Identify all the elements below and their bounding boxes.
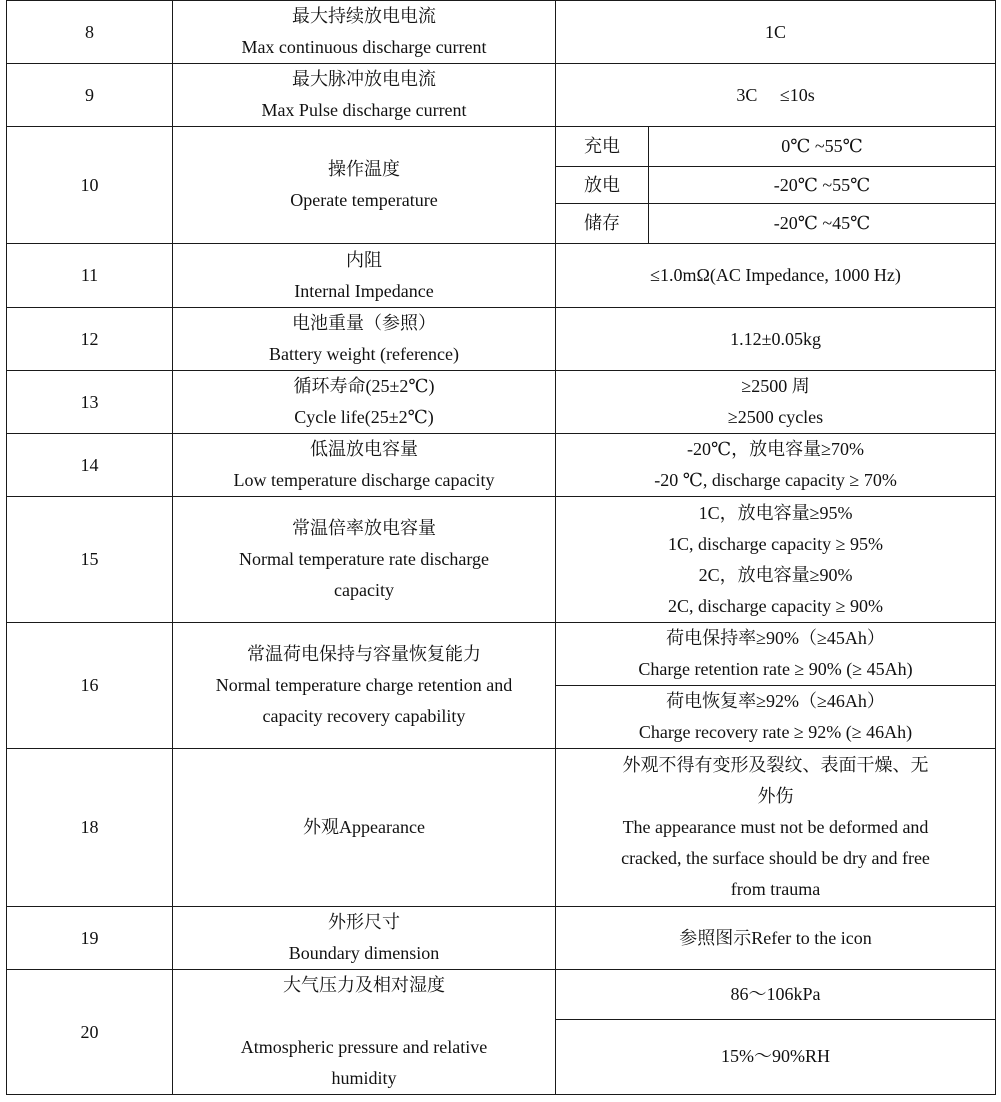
- row-number: 11: [7, 244, 173, 308]
- table-row: [7, 907, 996, 970]
- table-row: [7, 434, 996, 497]
- item-name: [173, 623, 556, 749]
- row-number: 18: [7, 749, 173, 907]
- item-value-zh: ≥2500 周: [741, 376, 810, 396]
- item-name-en: Normal temperature charge retention and: [215, 675, 513, 695]
- item-name-zh: 最大脉冲放电电流: [292, 69, 436, 89]
- table-row: [7, 127, 996, 167]
- item-value-line: 2C, discharge capacity ≥ 90%: [668, 595, 883, 616]
- discharge-label: 放电: [556, 167, 649, 204]
- item-name-en: capacity: [334, 580, 394, 600]
- item-name-en: Cycle life(25±2℃): [294, 407, 434, 427]
- item-name-zh: 外形尺寸: [328, 912, 400, 932]
- item-name-en: Normal temperature rate discharge: [238, 549, 490, 569]
- item-value-line: cracked, the surface should be dry and free: [621, 848, 930, 868]
- item-value: [556, 749, 996, 907]
- row-number: 19: [7, 907, 173, 970]
- item-value-line: from trauma: [730, 879, 821, 899]
- item-name-zh: 循环寿命(25±2℃): [293, 376, 435, 396]
- table-row: [7, 623, 996, 686]
- item-value: [556, 371, 996, 434]
- item-name-en: Atmospheric pressure and relative: [240, 1037, 488, 1057]
- table-row: [7, 244, 996, 308]
- item-value-line: 1C，放电容量≥95%: [698, 502, 853, 523]
- relative-humidity-value: 15%～90%RH: [556, 1019, 996, 1094]
- charge-temperature: 0℃ ~55℃: [649, 127, 996, 167]
- item-name: [173, 497, 556, 623]
- item-name-en: Low temperature discharge capacity: [233, 470, 495, 490]
- storage-label: 储存: [556, 204, 649, 244]
- item-name: [173, 371, 556, 434]
- row-number: 9: [7, 64, 173, 127]
- item-value: [556, 497, 996, 623]
- item-name: [173, 970, 556, 1095]
- item-value: 参照图示Refer to the icon: [556, 907, 996, 970]
- row-number: 15: [7, 497, 173, 623]
- item-name-zh: 内阻: [346, 249, 382, 270]
- item-value-line: 1C, discharge capacity ≥ 95%: [668, 533, 883, 554]
- item-name-zh: 最大持续放电电流: [292, 6, 436, 26]
- item-name-zh: 大气压力及相对湿度: [283, 975, 445, 995]
- item-name: [173, 244, 556, 308]
- item-name-en: humidity: [331, 1068, 397, 1088]
- row-number: 10: [7, 127, 173, 244]
- item-value-line: 2C，放电容量≥90%: [698, 564, 853, 585]
- item-name-zh: 电池重量（参照）: [292, 313, 436, 333]
- row-number: 16: [7, 623, 173, 749]
- row-number: 13: [7, 371, 173, 434]
- item-value-en: ≥2500 cycles: [727, 407, 824, 427]
- item-value-en: Charge retention rate ≥ 90% (≥ 45Ah): [638, 659, 913, 679]
- specification-table: [6, 0, 996, 1095]
- item-value-zh: 荷电保持率≥90%（≥45Ah）: [666, 628, 885, 648]
- storage-temperature: -20℃ ~45℃: [649, 204, 996, 244]
- spacer: [179, 1001, 549, 1032]
- charge-recovery-value: [556, 686, 996, 749]
- item-name: [173, 907, 556, 970]
- item-name: 外观Appearance: [173, 749, 556, 907]
- table-row: [7, 497, 996, 623]
- table-row: [7, 64, 996, 127]
- item-name: [173, 1, 556, 64]
- item-name-en: Battery weight (reference): [269, 344, 459, 364]
- item-value: 1C: [556, 1, 996, 64]
- item-name-zh: 常温荷电保持与容量恢复能力: [247, 644, 481, 664]
- item-name: [173, 308, 556, 371]
- item-name: [173, 64, 556, 127]
- item-name-zh: 低温放电容量: [310, 439, 418, 459]
- item-name-en: capacity recovery capability: [262, 706, 466, 726]
- item-name: [173, 434, 556, 497]
- item-value-line: 外观不得有变形及裂纹、表面干燥、无: [622, 755, 929, 775]
- item-value: 3C ≤10s: [556, 64, 996, 127]
- table-row: [7, 308, 996, 371]
- item-name: [173, 127, 556, 244]
- item-name-en: Internal Impedance: [294, 280, 434, 301]
- table-row: [7, 970, 996, 1020]
- item-value-zh: 荷电恢复率≥92%（≥46Ah）: [666, 691, 885, 711]
- item-value-zh: -20℃，放电容量≥70%: [687, 439, 865, 459]
- item-value: ≤1.0mΩ(AC Impedance, 1000 Hz): [556, 244, 996, 308]
- item-value-line: 外伤: [757, 786, 794, 806]
- item-name-en: Boundary dimension: [288, 943, 440, 963]
- item-value-en: -20 ℃, discharge capacity ≥ 70%: [654, 470, 897, 490]
- atmospheric-pressure-value: 86～106kPa: [556, 970, 996, 1020]
- item-name-en: Max continuous discharge current: [241, 37, 487, 57]
- item-name-en: Max Pulse discharge current: [261, 100, 467, 120]
- item-name-zh: 常温倍率放电容量: [292, 518, 436, 538]
- row-number: 12: [7, 308, 173, 371]
- table-row: [7, 371, 996, 434]
- table-row: [7, 749, 996, 907]
- charge-label: 充电: [556, 127, 649, 167]
- discharge-temperature: -20℃ ~55℃: [649, 167, 996, 204]
- row-number: 14: [7, 434, 173, 497]
- item-value: 1.12±0.05kg: [556, 308, 996, 371]
- item-name-en: Operate temperature: [290, 190, 438, 210]
- item-value: [556, 434, 996, 497]
- item-value-line: The appearance must not be deformed and: [622, 817, 929, 837]
- item-value-en: Charge recovery rate ≥ 92% (≥ 46Ah): [638, 722, 913, 742]
- charge-retention-value: [556, 623, 996, 686]
- row-number: 8: [7, 1, 173, 64]
- item-name-zh: 操作温度: [328, 159, 400, 179]
- row-number: 20: [7, 970, 173, 1095]
- table-row: [7, 1, 996, 64]
